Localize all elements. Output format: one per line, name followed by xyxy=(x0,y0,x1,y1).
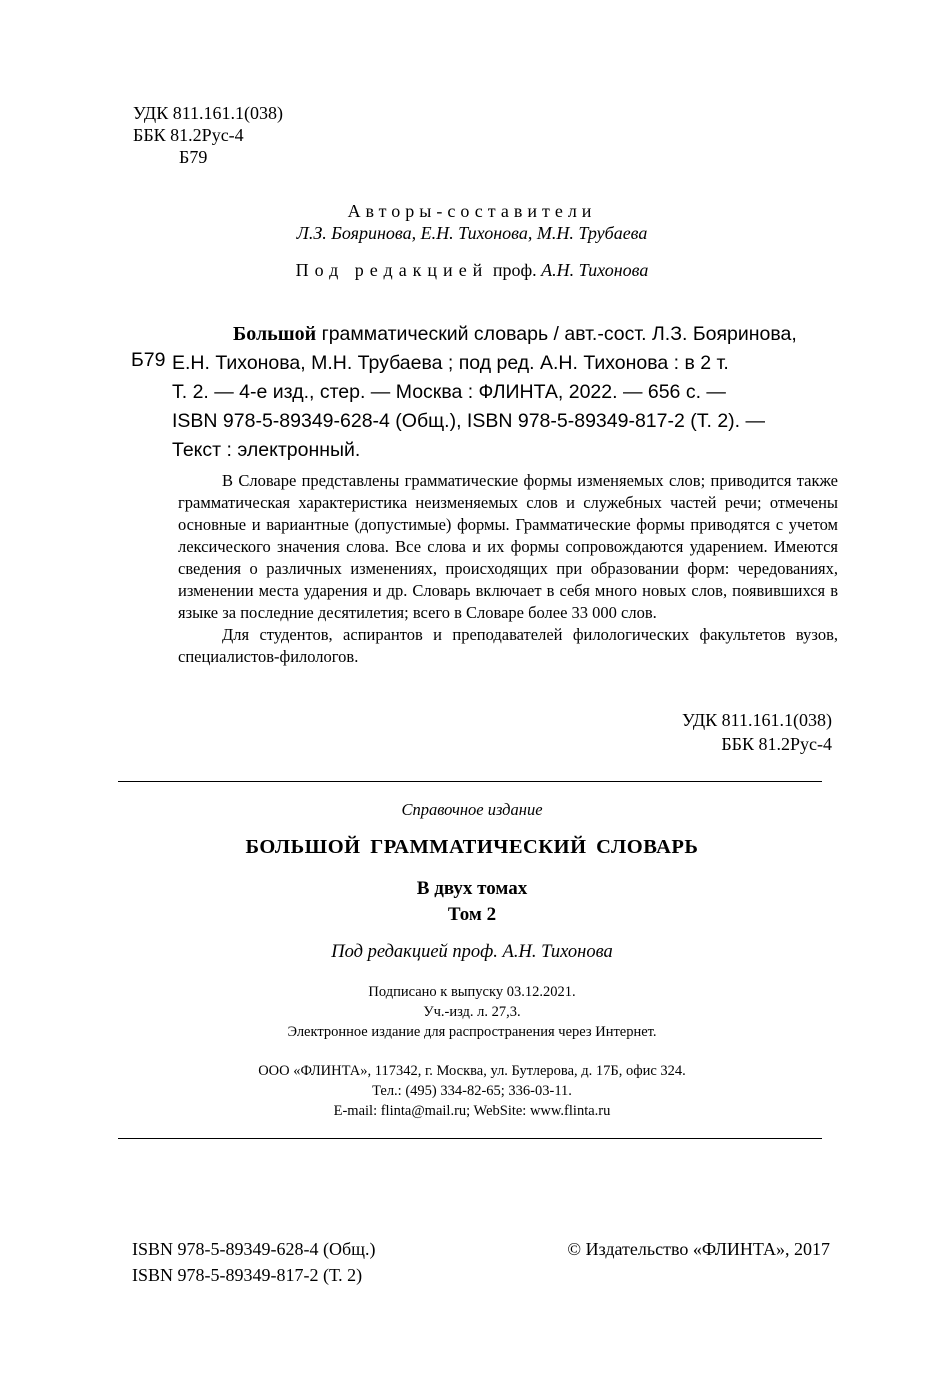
bib-line: Е.Н. Тихонова, М.Н. Трубаева ; под ред. А.Н. Тихонова : в 2 т. xyxy=(172,352,729,374)
editor-prefix: Под редакцией xyxy=(295,260,489,280)
publisher-phone: Тел.: (495) 334-82-65; 336-03-11. xyxy=(372,1083,572,1099)
publisher-contacts xyxy=(0,1061,944,1121)
imprint-editor: Под редакцией проф. А.Н. Тихонова xyxy=(331,942,613,962)
author-mark: Б79 xyxy=(179,147,208,167)
isbn-block xyxy=(132,1236,376,1288)
bib-line: ISBN 978-5-89349-628-4 (Общ.), ISBN 978-5-89349-817-2 (Т. 2). — xyxy=(172,410,765,432)
divider-top xyxy=(118,781,822,782)
editor-title: проф. xyxy=(492,260,537,280)
volume-number: Том 2 xyxy=(447,904,497,925)
annotation xyxy=(178,470,838,668)
editor-line xyxy=(0,260,944,281)
distribution-note: Электронное издание для распространения через Интернет. xyxy=(287,1024,657,1040)
annotation-paragraph: В Словаре представлены грамматические формы изменяемых слов; приводится также грамматическая характеристика неизменяемых слов и служебных частей речи; отмечены основные и вариантные (допустимые) формы. Грамматические формы приводятся с учетом лексического значения слова. Все слова и их формы сопровождаются ударением. Имеются сведения о различных изменениях, происходящих при образовании форм: чередованиях, изменении места ударения и др. Словарь включает в себя много новых слов, появившихся в языке за последние десятилетия; всего в Словаре более 33 000 слов. xyxy=(178,471,838,622)
classification-codes-right xyxy=(682,708,832,756)
divider-bottom xyxy=(118,1138,822,1139)
isbn-volume: ISBN 978-5-89349-817-2 (Т. 2) xyxy=(132,1265,363,1285)
annotation-paragraph: Для студентов, аспирантов и преподавателей филологических факультетов вузов, специалистов-филологов. xyxy=(178,625,838,666)
authors-block xyxy=(0,200,944,244)
editor-name: А.Н. Тихонова xyxy=(541,260,649,280)
book-title: БОЛЬШОЙ ГРАММАТИЧЕСКИЙ СЛОВАРЬ xyxy=(245,836,699,858)
bib-line: Большой грамматический словарь / авт.-сост. Л.З. Бояринова, xyxy=(233,323,797,345)
bib-line: Т. 2. — 4-е изд., стер. — Москва : ФЛИНТА, 2022. — 656 с. — xyxy=(172,381,726,403)
bibliographic-record xyxy=(172,320,838,465)
volume-info xyxy=(0,876,944,928)
bbk-code: ББК 81.2Рус-4 xyxy=(721,734,832,754)
publisher-address: ООО «ФЛИНТА», 117342, г. Москва, ул. Бутлерова, д. 17Б, офис 324. xyxy=(258,1063,686,1079)
publisher-sheets: Уч.-изд. л. 27,3. xyxy=(423,1004,521,1020)
udk-code: УДК 811.161.1(038) xyxy=(681,710,832,730)
signed-date: Подписано к выпуску 03.12.2021. xyxy=(368,984,576,1000)
volumes-count: В двух томах xyxy=(416,878,528,899)
bibliographic-mark: Б79 xyxy=(131,349,166,371)
publication-details xyxy=(0,982,944,1042)
bbk-code: ББК 81.2Рус-4 xyxy=(133,125,244,145)
copyright: © Издательство «ФЛИНТА», 2017 xyxy=(567,1239,830,1259)
publisher-email-web: E-mail: flinta@mail.ru; WebSite: www.flinta.ru xyxy=(333,1103,611,1119)
udk-code: УДК 811.161.1(038) xyxy=(133,103,284,123)
edition-type: Справочное издание xyxy=(401,800,543,819)
isbn-set: ISBN 978-5-89349-628-4 (Общ.) xyxy=(132,1239,376,1259)
classification-codes xyxy=(133,102,283,168)
bib-line: Текст : электронный. xyxy=(172,439,361,461)
authors-names: Л.З. Бояринова, Е.Н. Тихонова, М.Н. Трубаева xyxy=(296,223,648,243)
bib-title-bold: Большой xyxy=(233,323,317,345)
authors-heading: Авторы-составители xyxy=(347,201,597,221)
